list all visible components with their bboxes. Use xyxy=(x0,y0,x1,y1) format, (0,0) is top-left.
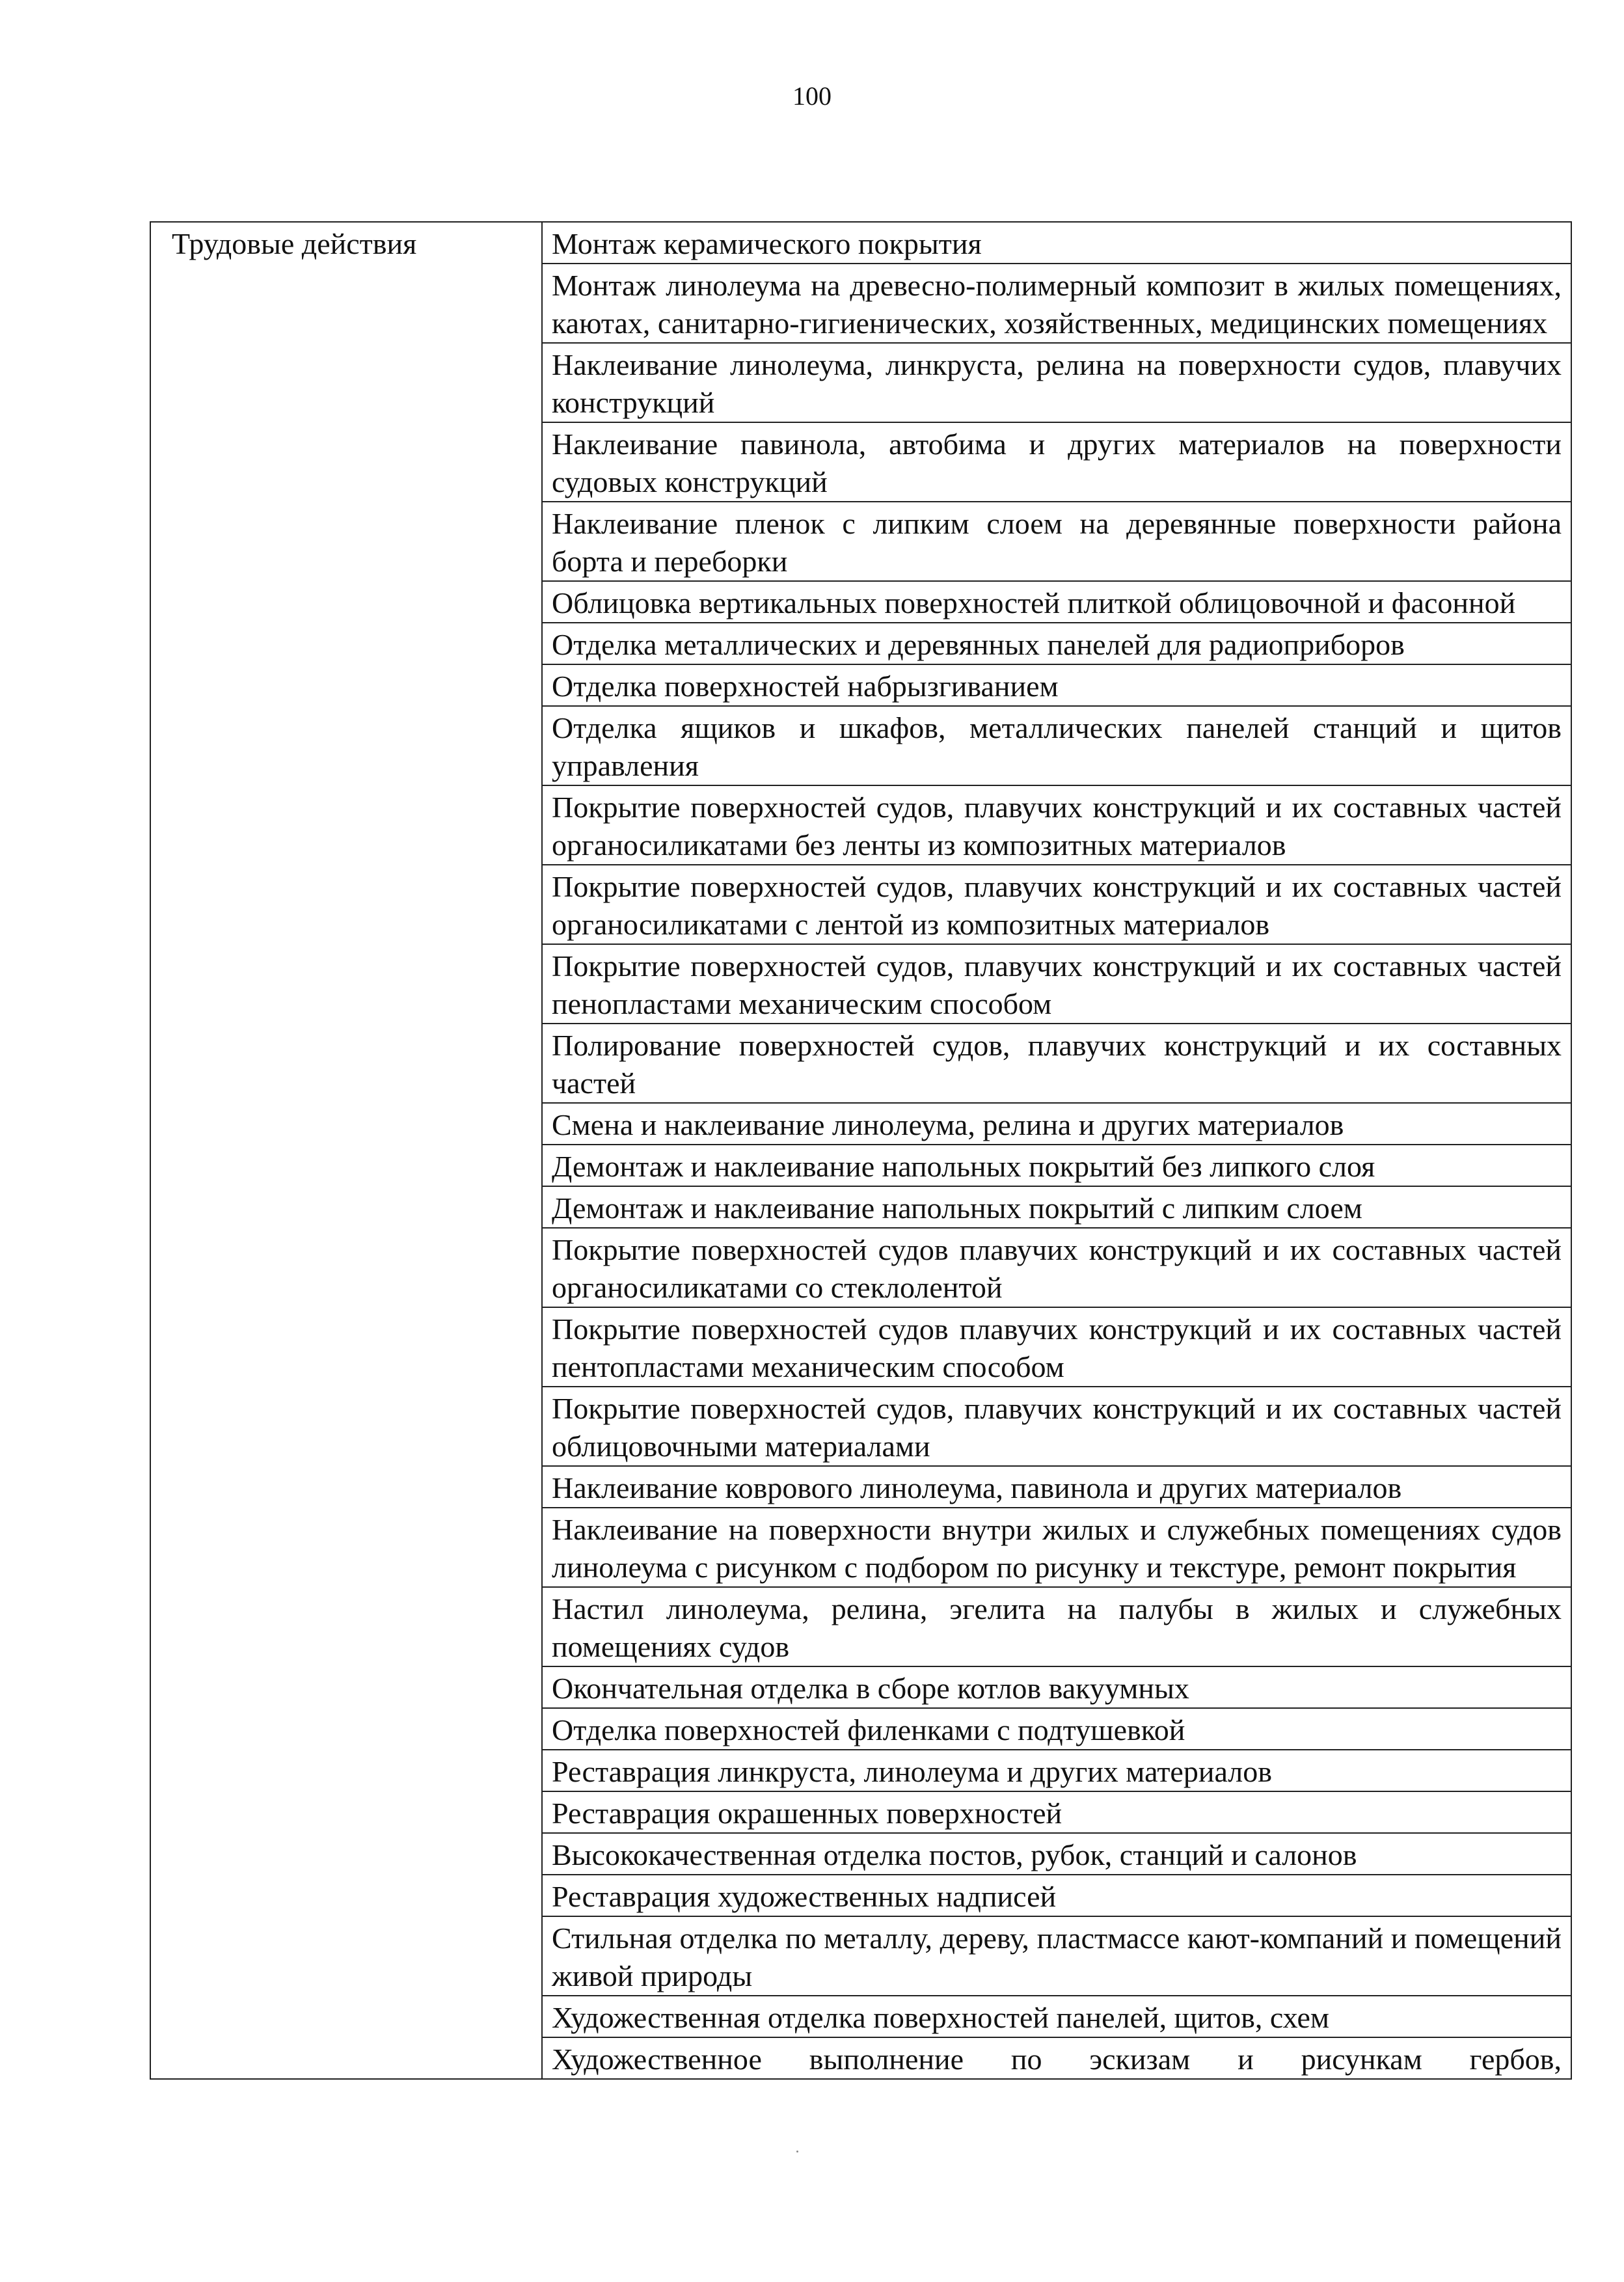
action-cell: Покрытие поверхностей судов, плавучих конструкций и их составных частей органосиликатами без ленты из композитных материалов xyxy=(542,785,1571,865)
action-cell: Отделка ящиков и шкафов, металлических панелей станций и щитов управления xyxy=(542,706,1571,785)
table-row xyxy=(150,222,1571,264)
action-cell: Наклеивание пленок с липким слоем на деревянные поверхности района борта и переборки xyxy=(542,502,1571,581)
action-cell: Наклеивание на поверхности внутри жилых и служебных помещениях судов линолеума с рисунком с подбором по рисунку и текстуре, ремонт покрытия xyxy=(542,1508,1571,1587)
action-cell: Демонтаж и наклеивание напольных покрытий без липкого слоя xyxy=(542,1145,1571,1186)
action-cell: Покрытие поверхностей судов, плавучих конструкций и их составных частей пенопластами механическим способом xyxy=(542,944,1571,1024)
action-cell: Покрытие поверхностей судов, плавучих конструкций и их составных частей органосиликатами с лентой из композитных материалов xyxy=(542,865,1571,944)
action-cell: Реставрация художественных надписей xyxy=(542,1875,1571,1916)
action-cell: Полирование поверхностей судов, плавучих конструкций и их составных частей xyxy=(542,1024,1571,1103)
action-cell: Отделка поверхностей набрызгиванием xyxy=(542,664,1571,706)
action-cell: Покрытие поверхностей судов, плавучих конструкций и их составных частей облицовочными материалами xyxy=(542,1387,1571,1466)
action-cell: Монтаж керамического покрытия xyxy=(542,222,1571,264)
action-cell: Художественное выполнение по эскизам и рисункам гербов, xyxy=(542,2037,1571,2079)
action-cell: Художественная отделка поверхностей панелей, щитов, схем xyxy=(542,1996,1571,2037)
page-number: 100 xyxy=(792,81,832,111)
action-cell: Монтаж линолеума на древесно-полимерный композит в жилых помещениях, каютах, санитарно-гигиенических, хозяйственных, медицинских помещениях xyxy=(542,264,1571,343)
row-label-cell: Трудовые действия xyxy=(150,222,542,2079)
action-cell: Настил линолеума, релина, эгелита на палубы в жилых и служебных помещениях судов xyxy=(542,1587,1571,1666)
action-cell: Покрытие поверхностей судов плавучих конструкций и их составных частей пентопластами механическим способом xyxy=(542,1307,1571,1387)
action-cell: Окончательная отделка в сборе котлов вакуумных xyxy=(542,1666,1571,1708)
action-cell: Стильная отделка по металлу, дереву, пластмассе кают-компаний и помещений живой природы xyxy=(542,1916,1571,1996)
action-cell: Наклеивание коврового линолеума, павинола и других материалов xyxy=(542,1466,1571,1508)
action-cell: Реставрация линкруста, линолеума и других материалов xyxy=(542,1750,1571,1791)
action-cell: Смена и наклеивание линолеума, релина и других материалов xyxy=(542,1103,1571,1145)
action-cell: Реставрация окрашенных поверхностей xyxy=(542,1791,1571,1833)
action-cell: Облицовка вертикальных поверхностей плиткой облицовочной и фасонной xyxy=(542,581,1571,623)
action-cell: Демонтаж и наклеивание напольных покрытий с липким слоем xyxy=(542,1186,1571,1228)
action-cell: Наклеивание павинола, автобима и других материалов на поверхности судовых конструкций xyxy=(542,422,1571,502)
action-cell: Покрытие поверхностей судов плавучих конструкций и их составных частей органосиликатами со стеклолентой xyxy=(542,1228,1571,1307)
action-cell: Отделка металлических и деревянных панелей для радиоприборов xyxy=(542,623,1571,664)
action-cell: Отделка поверхностей филенками с подтушевкой xyxy=(542,1708,1571,1750)
scan-speck xyxy=(796,2151,798,2153)
action-cell: Высококачественная отделка постов, рубок, станций и салонов xyxy=(542,1833,1571,1875)
labor-actions-table xyxy=(150,221,1572,2080)
action-cell: Наклеивание линолеума, линкруста, релина на поверхности судов, плавучих конструкций xyxy=(542,343,1571,422)
